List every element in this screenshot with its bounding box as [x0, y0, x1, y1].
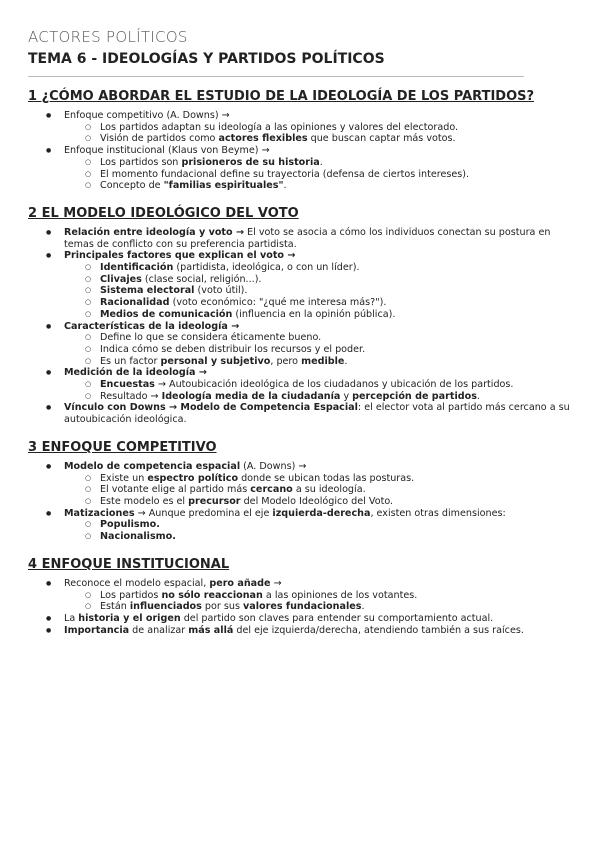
item-text: .	[283, 180, 287, 192]
section-2-list	[28, 227, 573, 426]
item-text: El votante elige al partido más	[100, 484, 251, 496]
bold-text: Populismo.	[100, 519, 160, 531]
bold-text: Principales factores que explican el voto →	[64, 250, 296, 262]
section-1-list	[28, 110, 573, 192]
item-text: a las opiniones de los votantes.	[262, 589, 418, 601]
item-text: donde se ubican todas las posturas.	[238, 472, 415, 484]
bold-text: Modelo de competencia espacial	[64, 460, 241, 472]
bold-text: Nacionalismo.	[100, 531, 176, 543]
list-item	[28, 180, 573, 192]
list-item	[28, 613, 573, 625]
item-text: y	[340, 390, 353, 402]
item-text: del Modelo Ideológico del Voto.	[240, 495, 394, 507]
item-text: Resultado →	[100, 390, 162, 402]
list-item	[28, 332, 573, 344]
bold-text: y	[119, 612, 133, 624]
bold-text: "familias espirituales"	[163, 180, 284, 192]
item-text: La	[64, 612, 79, 624]
item-text: (influencia en la opinión pública).	[232, 308, 396, 320]
bold-text: Clivajes	[100, 273, 142, 285]
list-item	[28, 625, 573, 637]
list-item	[28, 262, 573, 274]
list-item	[28, 169, 573, 181]
bold-text: Características de la ideología →	[64, 320, 240, 332]
item-text: del eje izquierda/derecha, atendiendo también a sus raíces.	[233, 624, 524, 636]
bold-text: actores flexibles	[218, 133, 308, 145]
item-text: : el elector vota al partido más cercano a su autoubicación ideológica.	[64, 402, 570, 426]
item-text: Existe un	[100, 472, 148, 484]
item-text: El momento fundacional define su trayectoria (defensa de ciertos intereses).	[100, 168, 470, 180]
list-item	[28, 473, 573, 485]
document-page	[28, 28, 573, 636]
item-text: (clase social, religión...).	[141, 273, 262, 285]
bold-text: personal y subjetivo	[160, 355, 271, 367]
section-3-heading: 3 ENFOQUE COMPETITIVO	[28, 439, 217, 455]
section-4-heading: 4 ENFOQUE INSTITUCIONAL	[28, 556, 230, 572]
bold-text: no sólo reaccionan	[161, 589, 263, 601]
item-text: Indica cómo se deben distribuir los recursos y el poder.	[100, 343, 366, 355]
item-text: Este modelo es el	[100, 495, 189, 507]
bold-text: percepción de partidos	[352, 390, 477, 402]
item-text: →	[270, 577, 282, 589]
item-text: .	[319, 156, 323, 168]
list-item	[28, 391, 573, 403]
bold-text: Importancia	[64, 624, 130, 636]
bold-text: influenciados	[129, 601, 202, 613]
item-text: Es un factor	[100, 355, 161, 367]
subject-label: ACTORES POLÍTICOS	[28, 28, 188, 46]
bold-text: más allá	[188, 624, 234, 636]
item-text: .	[361, 601, 365, 613]
item-text: Los partidos	[100, 589, 162, 601]
bold-text: Identificación	[100, 262, 174, 274]
item-text: a su ideología.	[292, 484, 366, 496]
list-item	[28, 461, 573, 473]
section-4-list	[28, 578, 573, 637]
list-item	[28, 274, 573, 286]
item-text: Reconoce el modelo espacial,	[64, 577, 210, 589]
bold-text: el origen	[132, 612, 181, 624]
list-item	[28, 309, 573, 321]
item-text: (voto económico: "¿qué me interesa más?").	[169, 297, 387, 309]
bold-text: valores fundacionales	[243, 601, 362, 613]
item-text: Concepto de	[100, 180, 164, 192]
bold-text: Matizaciones	[64, 507, 135, 519]
item-text: Enfoque competitivo (A. Downs) →	[64, 110, 230, 121]
item-text: Define lo que se considera éticamente bueno.	[100, 332, 322, 344]
item-text: que buscan captar más votos.	[307, 133, 456, 145]
bold-text: pero añade	[209, 577, 271, 589]
list-item	[28, 344, 573, 356]
bold-text: Vínculo con Downs → Modelo de Competencia Espacial	[64, 402, 358, 414]
item-text: .	[344, 355, 348, 367]
page-title: TEMA 6 - IDEOLOGÍAS Y PARTIDOS POLÍTICOS	[28, 51, 385, 67]
item-text: Enfoque institucional (Klaus von Beyme) →	[64, 145, 270, 157]
bold-text: izquierda-derecha	[272, 507, 371, 519]
item-text: Están	[100, 601, 130, 613]
list-item	[28, 379, 573, 391]
list-item	[28, 367, 573, 379]
section-3-list	[28, 461, 573, 543]
bold-text: espectro político	[147, 472, 239, 484]
list-item	[28, 157, 573, 169]
item-text: El voto se asocia a cómo los individuos conectan su postura en temas de conflicto con su preferencia partidista.	[64, 226, 551, 250]
item-text: → Autoubicación ideológica de los ciudadanos y ubicación de los partidos.	[154, 379, 514, 391]
item-text: .	[476, 390, 480, 402]
list-item	[28, 145, 573, 157]
list-item	[28, 519, 573, 531]
item-text: , existen otras dimensiones:	[370, 507, 506, 519]
item-text: por sus	[201, 601, 243, 613]
bold-text: precursor	[188, 495, 241, 507]
list-item	[28, 297, 573, 309]
section-1-heading: 1 ¿CÓMO ABORDAR EL ESTUDIO DE LA IDEOLOGÍA DE LOS PARTIDOS?	[28, 89, 535, 104]
item-text: Los partidos son	[100, 156, 182, 168]
list-item	[28, 122, 573, 134]
list-item	[28, 133, 573, 145]
section-2-heading: 2 EL MODELO IDEOLÓGICO DEL VOTO	[28, 205, 299, 221]
list-item	[28, 484, 573, 496]
list-item	[28, 321, 573, 333]
list-item	[28, 508, 573, 520]
list-item	[28, 578, 573, 590]
bold-text: Relación entre ideología y voto →	[64, 226, 244, 238]
list-item	[28, 110, 573, 122]
list-item	[28, 402, 573, 425]
divider	[28, 76, 524, 77]
bold-text: prisioneros de su historia	[181, 156, 320, 168]
item-text: → Aunque predomina el eje	[134, 507, 273, 519]
item-text: (A. Downs) →	[240, 460, 307, 472]
list-item	[28, 601, 573, 613]
bold-text: Sistema electoral	[100, 285, 195, 297]
item-text: de analizar	[129, 624, 189, 636]
bold-text: Ideología media de la ciudadanía	[161, 390, 341, 402]
item-text: del partido son claves para entender su comportamiento actual.	[180, 612, 494, 624]
bold-text: Encuestas	[100, 379, 155, 391]
bold-text: medible	[301, 355, 345, 367]
bold-text: Medios de comunicación	[100, 308, 233, 320]
item-text: (partidista, ideológica, o con un líder).	[173, 262, 360, 274]
list-item	[28, 590, 573, 602]
bold-text: Racionalidad	[100, 297, 170, 309]
bold-text: Medición de la ideología →	[64, 367, 207, 379]
list-item	[28, 496, 573, 508]
item-text: , pero	[270, 355, 302, 367]
list-item	[28, 250, 573, 262]
item-text: (voto útil).	[194, 285, 248, 297]
bold-text: cercano	[250, 484, 293, 496]
list-item	[28, 356, 573, 368]
list-item	[28, 227, 573, 250]
item-text: Los partidos adaptan su ideología a las opiniones y valores del electorado.	[100, 121, 459, 133]
bold-text: historia	[78, 612, 120, 624]
item-text: Visión de partidos como	[100, 133, 219, 145]
list-item	[28, 531, 573, 543]
list-item	[28, 285, 573, 297]
